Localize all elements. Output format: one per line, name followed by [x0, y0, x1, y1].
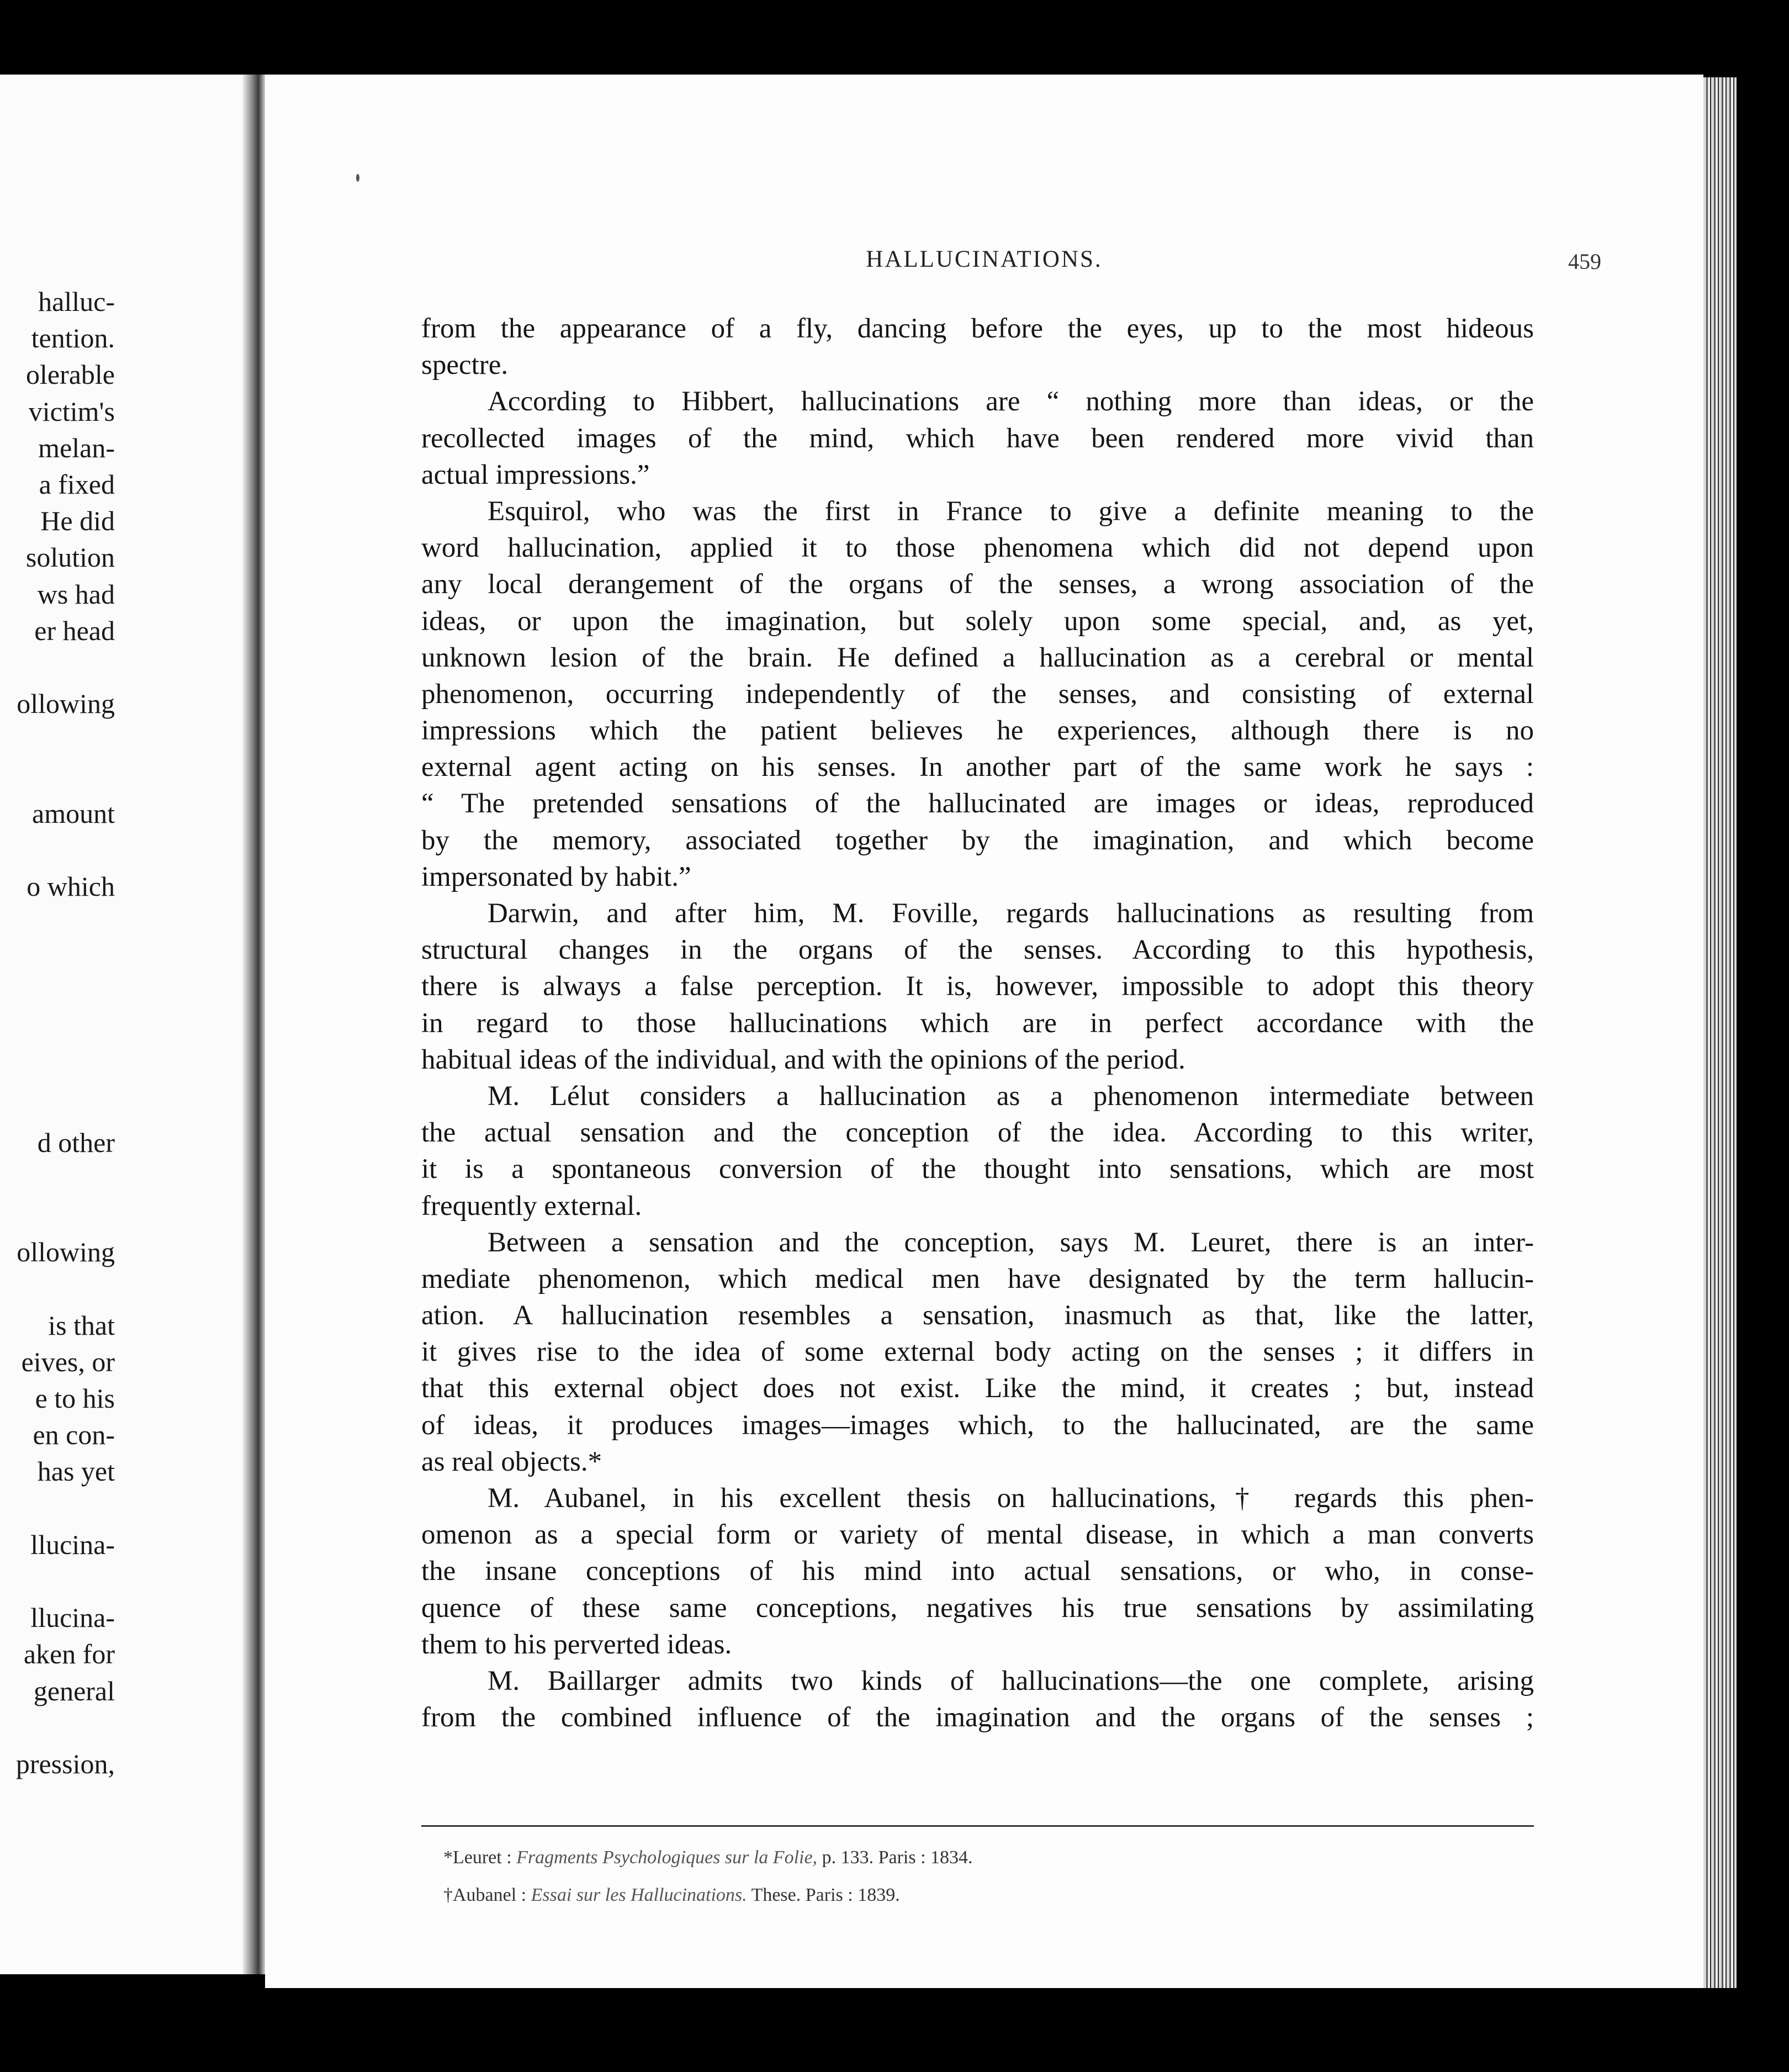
footnotes	[443, 1839, 973, 1914]
left-page-line: olerable	[25, 359, 115, 390]
left-facing-page	[0, 75, 243, 1974]
text-line: structural changes in the organs of the senses. According to this hypothesis,	[421, 934, 1534, 966]
footnote	[443, 1877, 973, 1914]
text-line: external agent acting on his senses. In another part of the same work he says :	[421, 752, 1534, 783]
text-line: Darwin, and after him, M. Foville, regards hallucinations as resulting from	[488, 898, 1534, 929]
text-line: them to his perverted ideas.	[421, 1629, 732, 1660]
left-page-line: pression,	[15, 1748, 115, 1779]
page-edges	[1703, 77, 1737, 1988]
footnote-rule	[421, 1825, 1534, 1827]
text-line: quence of these same conceptions, negatives his true sensations by assimilating	[421, 1592, 1534, 1624]
text-line: from the combined influence of the imagination and the organs of the senses ;	[421, 1702, 1534, 1733]
left-page-line: er head	[34, 615, 115, 646]
running-head-title: HALLUCINATIONS.	[866, 246, 1103, 272]
text-line: word hallucination, applied it to those phenomena which did not depend upon	[421, 532, 1534, 564]
text-line: actual impressions.”	[421, 459, 650, 490]
text-line: ideas, or upon the imagination, but solely upon some special, and, as yet,	[421, 605, 1534, 637]
text-line: Between a sensation and the conception, says M. Leuret, there is an inter-	[488, 1227, 1534, 1258]
left-page-line: general	[33, 1675, 115, 1706]
left-page-line: eives, or	[21, 1346, 115, 1377]
text-line: there is always a false perception. It is, however, impossible to adopt this theory	[421, 971, 1534, 1002]
text-line: that this external object does not exist. Like the mind, it creates ; but, instead	[421, 1373, 1534, 1404]
text-line: spectre.	[421, 350, 509, 381]
left-page-line: ws had	[37, 578, 115, 610]
page-number: 459	[1568, 249, 1601, 274]
text-line: phenomenon, occurring independently of the senses, and consisting of external	[421, 678, 1534, 710]
left-page-line: halluc-	[38, 286, 115, 317]
left-page-line: He did	[40, 505, 115, 537]
book-gutter	[243, 75, 265, 1974]
text-line: impersonated by habit.”	[421, 861, 691, 892]
text-line: of ideas, it produces images—images which, to the hallucinated, are the same	[421, 1409, 1534, 1441]
left-page-line: en con-	[33, 1419, 115, 1451]
text-line: from the appearance of a fly, dancing before the eyes, up to the most hideous	[421, 313, 1534, 344]
left-page-line: a fixed	[39, 469, 115, 500]
text-line: Esquirol, who was the first in France to give a definite meaning to the	[488, 495, 1534, 527]
text-line: impressions which the patient believes he experiences, although there is no	[421, 715, 1534, 747]
left-page-line: ollowing	[17, 688, 115, 720]
footnote-rest: p. 133. Paris : 1834.	[822, 1847, 973, 1868]
text-line: unknown lesion of the brain. He defined a hallucination as a cerebral or mental	[421, 642, 1534, 673]
text-line: in regard to those hallucinations which are in perfect accordance with the	[421, 1007, 1534, 1039]
left-page-line: aken for	[23, 1638, 115, 1670]
footnote-mark: †Aubanel :	[443, 1885, 527, 1905]
left-page-line: llucina-	[30, 1529, 115, 1560]
text-line: M. Baillarger admits two kinds of hallucinations—the one complete, arising	[488, 1665, 1534, 1696]
text-line: omenon as a special form or variety of mental disease, in which a man converts	[421, 1519, 1534, 1551]
left-page-line: is that	[48, 1309, 115, 1341]
footnote-title: Fragments Psychologiques sur la Folie,	[516, 1847, 818, 1868]
left-page-line: solution	[25, 542, 115, 573]
text-line: the actual sensation and the conception of the idea. According to this writer,	[421, 1117, 1534, 1149]
left-page-line: melan-	[38, 432, 115, 463]
text-line: any local derangement of the organs of the senses, a wrong association of the	[421, 569, 1534, 600]
text-line: According to Hibbert, hallucinations are “ nothing more than ideas, or the	[488, 386, 1534, 417]
left-page-line: victim's	[28, 395, 115, 427]
text-line: M. Aubanel, in his excellent thesis on hallucinations,† regards this phen-	[488, 1483, 1534, 1514]
left-page-line: e to his	[35, 1383, 115, 1414]
text-line: M. Lélut considers a hallucination as a phenomenon intermediate between	[488, 1080, 1534, 1112]
left-page-line: d other	[37, 1127, 115, 1158]
text-line: “ The pretended sensations of the hallucinated are images or ideas, reproduced	[421, 788, 1534, 820]
left-page-line: amount	[32, 797, 115, 829]
scan-speck	[356, 174, 359, 182]
text-line: as real objects.*	[421, 1446, 602, 1477]
body-text	[421, 310, 1534, 1736]
text-line: habitual ideas of the individual, and with the opinions of the period.	[421, 1044, 1185, 1075]
text-line: by the memory, associated together by the imagination, and which become	[421, 824, 1534, 856]
text-line: it gives rise to the idea of some external body acting on the senses ; it differs in	[421, 1336, 1534, 1368]
text-line: frequently external.	[421, 1190, 642, 1222]
text-line: mediate phenomenon, which medical men have designated by the term hallucin-	[421, 1263, 1534, 1294]
left-page-line: llucina-	[30, 1602, 115, 1634]
left-page-line: ollowing	[17, 1236, 115, 1268]
text-line: ation. A hallucination resembles a sensation, inasmuch as that, like the latter,	[421, 1300, 1534, 1331]
left-page-line: tention.	[31, 323, 115, 354]
text-line: the insane conceptions of his mind into actual sensations, or who, in conse-	[421, 1556, 1534, 1587]
right-page	[265, 75, 1703, 1988]
footnote-title: Essai sur les Hallucinations.	[531, 1885, 747, 1905]
text-line: it is a spontaneous conversion of the thought into sensations, which are most	[421, 1154, 1534, 1185]
footnote	[443, 1839, 973, 1877]
left-page-line: o which	[27, 871, 115, 902]
footnote-mark: *Leuret :	[443, 1847, 512, 1868]
footnote-rest: These. Paris : 1839.	[751, 1885, 900, 1905]
left-page-line: has yet	[37, 1456, 115, 1487]
text-line: recollected images of the mind, which have been rendered more vivid than	[421, 422, 1534, 454]
